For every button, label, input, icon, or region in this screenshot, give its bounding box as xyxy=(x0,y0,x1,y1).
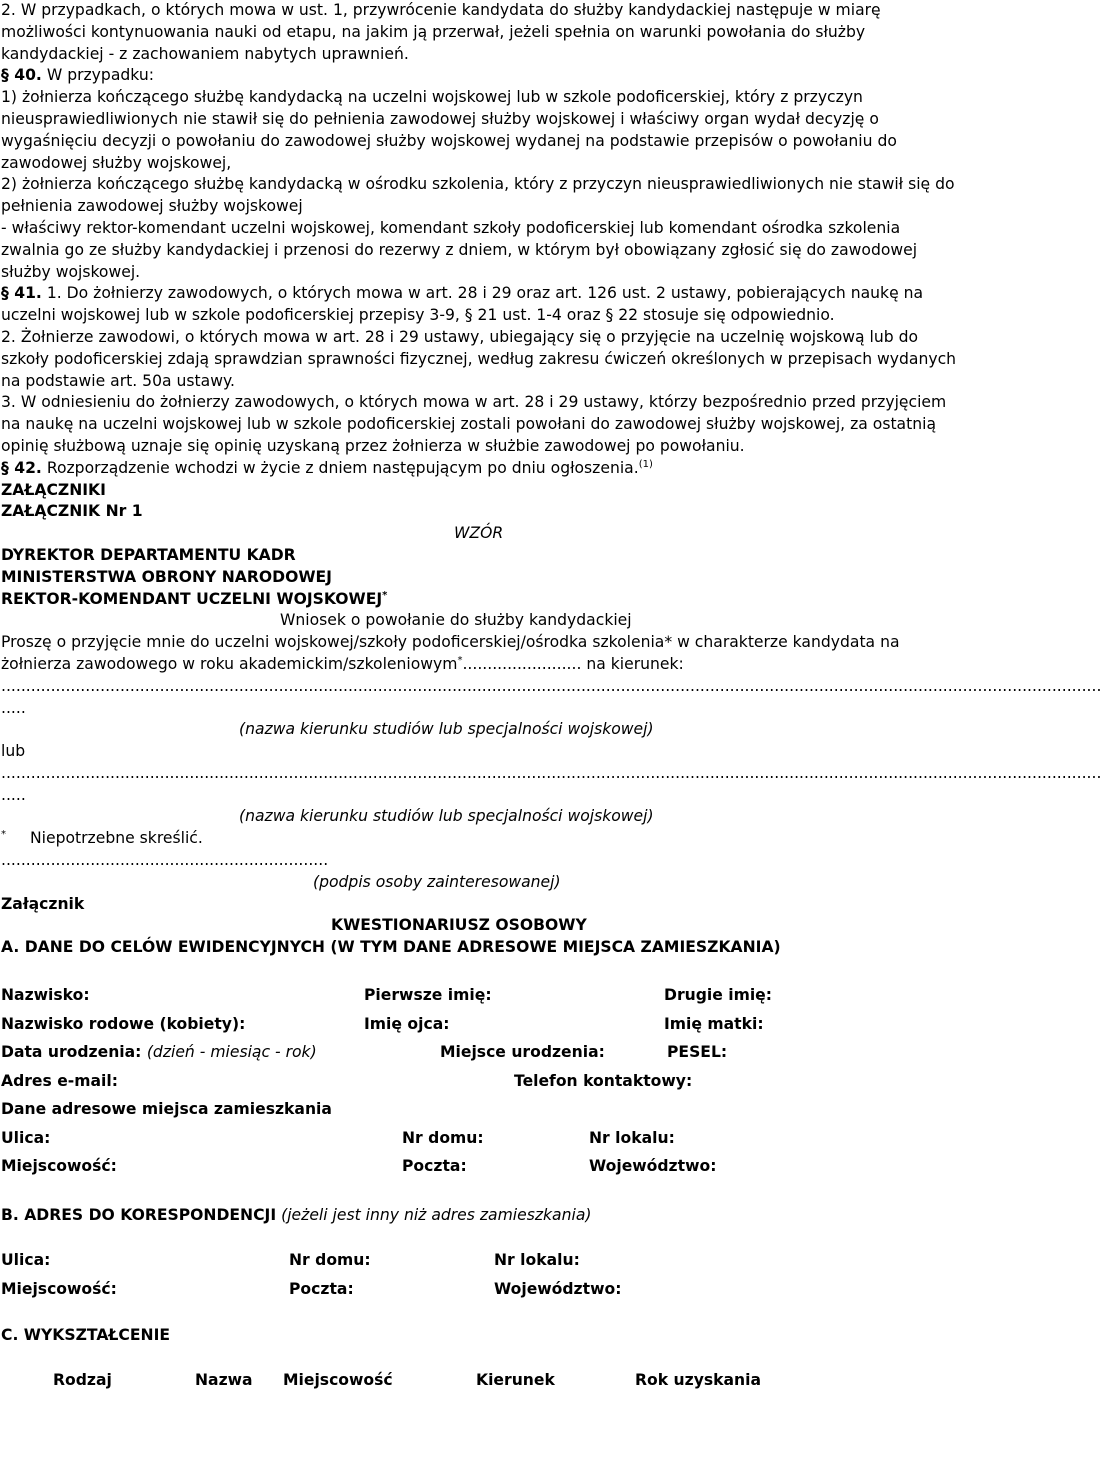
annex-title: ZAŁĄCZNIKI xyxy=(1,480,106,499)
section-41-paragraph-1 xyxy=(1,283,960,327)
footnote: * Niepotrzebne skreślić. xyxy=(1,829,203,848)
signature-dots[interactable]: .................................................................. xyxy=(1,851,329,870)
column-header: Kierunek xyxy=(476,1371,555,1390)
field-hint-1: (nazwa kierunku studiów lub specjalności wojskowej) xyxy=(239,720,654,739)
column-header: Rodzaj xyxy=(53,1371,112,1390)
signature-hint: (podpis osoby zainteresowanej) xyxy=(313,872,561,891)
section-41-number: § 41. xyxy=(1,284,42,303)
label-data-urodzenia: Data urodzenia: (dzień - miesiąc - rok) xyxy=(1,1043,317,1062)
column-header: Nazwa xyxy=(195,1371,253,1390)
label-miejscowosc: Miejscowość: xyxy=(1,1157,117,1176)
section-40-number: § 40. xyxy=(1,66,42,85)
section-41-paragraph-3: 3. W odniesieniu do żołnierzy zawodowych, o których mowa w art. 28 i 29 ustawy, którzy bezpośrednio przed przyjęciem na naukę na uczelni wojskowej lub w szkole podoficerskiej zostali powołani do zawodowej służby wojskowej, za ostatnią opinię służbową uznaje się opinię uzyskaną przez żołnierza w służbie zawodowej po powołaniu. xyxy=(1,393,947,455)
label-imie-ojca: Imię ojca: xyxy=(364,1014,450,1033)
label-b-ulica: Ulica: xyxy=(1,1251,51,1270)
spacer xyxy=(1,1226,960,1246)
section-b-row-2 xyxy=(1,1275,960,1304)
questionnaire-title: KWESTIONARIUSZ OSOBOWY xyxy=(331,916,587,935)
wzor-label: WZÓR xyxy=(454,524,504,543)
label-telefon: Telefon kontaktowy: xyxy=(514,1071,693,1090)
request-body: Proszę o przyjęcie mnie do uczelni wojskowej/szkoły podoficerskiej/ośrodka szkolenia* w charakterze kandydata na żołnierza zawodowego w roku akademickim/szkoleniowym*........................ na kierunek: xyxy=(1,633,900,673)
section-40-item-2: 2) żołnierza kończącego służbę kandydacką w ośrodku szkolenia, który z przyczyn nieusprawiedliwionych nie stawił się do pełnienia zawodowej służby wojskowej xyxy=(1,175,955,216)
label-pierwsze-imie: Pierwsze imię: xyxy=(364,986,492,1005)
label-nr-domu: Nr domu: xyxy=(402,1128,484,1147)
spacer xyxy=(1,959,960,981)
lub-label: lub xyxy=(1,742,26,761)
zalacznik-label: Załącznik xyxy=(1,894,85,913)
section-a-row-2 xyxy=(1,1010,960,1039)
section-a-row-1 xyxy=(1,981,960,1010)
label-nazwisko-rodowe: Nazwisko rodowe (kobiety): xyxy=(1,1014,246,1033)
section-a-row-4 xyxy=(1,1067,960,1096)
addressee-line-1: DYREKTOR DEPARTAMENTU KADR xyxy=(1,545,296,564)
label-miejsce-urodzenia: Miejsce urodzenia: xyxy=(440,1043,605,1062)
section-b-title: B. ADRES DO KORESPONDENCJI (jeżeli jest inny niż adres zamieszkania) xyxy=(1,1205,592,1224)
spacer xyxy=(1,1303,960,1325)
dotted-line-2[interactable]: .............................................................................................................................................................................................................................. xyxy=(1,763,1101,782)
section-41-paragraph-2: 2. Żołnierze zawodowi, o których mowa w art. 28 i 29 ustawy, ubiegający się o przyjęcie na uczelnię wojskową lub do szkoły podoficerskiej zdają sprawdzian sprawności fizycznej, według zakresu ćwiczeń określonych w przepisach wydanych na podstawie art. 50a ustawy. xyxy=(1,327,957,390)
paragraph-2: 2. W przypadkach, o których mowa w ust. 1, przywrócenie kandydata do służby kandydackiej następuje w miarę możliwości kontynuowania nauki od etapu, na jakim ją przerwał, jeżeli spełnia on warunki powołania do służby kandydackiej - z zachowaniem nabytych uprawnień. xyxy=(1,1,881,63)
section-40-tail: - właściwy rektor-komendant uczelni wojskowej, komendant szkoły podoficerskiej lub komendant ośrodka szkolenia zwalnia go ze służby kandydackiej i przenosi do rezerwy z dniem, w którym był obowiązany zgłosić się do zawodowej służby wojskowej. xyxy=(1,218,918,281)
label-b-wojewodztwo: Województwo: xyxy=(494,1279,622,1298)
dotted-line-2-end: ..... xyxy=(1,785,26,804)
section-42-number: § 42. xyxy=(1,458,42,477)
asterisk-mark: * xyxy=(1,829,6,841)
label-nr-lokalu: Nr lokalu: xyxy=(589,1128,675,1147)
section-40-intro xyxy=(1,65,960,87)
label-nazwisko: Nazwisko: xyxy=(1,986,90,1005)
dotted-line-1-end: ..... xyxy=(1,698,26,717)
label-b-poczta: Poczta: xyxy=(289,1279,354,1298)
column-header: Miejscowość xyxy=(283,1371,393,1390)
label-b-nr-domu: Nr domu: xyxy=(289,1251,371,1270)
spacer xyxy=(1,1347,960,1365)
label-b-nr-lokalu: Nr lokalu: xyxy=(494,1251,580,1270)
label-drugie-imie: Drugie imię: xyxy=(664,986,772,1005)
label-b-miejscowosc: Miejscowość: xyxy=(1,1279,117,1298)
section-a-row-7 xyxy=(1,1152,960,1181)
section-40-intro-text: W przypadku: xyxy=(41,66,154,85)
asterisk-mark: * xyxy=(382,589,388,601)
annex-nr-1: ZAŁĄCZNIK Nr 1 xyxy=(1,502,143,521)
label-adres-email: Adres e-mail: xyxy=(1,1071,118,1090)
education-table-header xyxy=(1,1365,960,1395)
section-b-row-1 xyxy=(1,1246,960,1275)
footnote-ref: (1) xyxy=(638,458,653,470)
label-wojewodztwo: Województwo: xyxy=(589,1157,717,1176)
label-ulica: Ulica: xyxy=(1,1128,51,1147)
column-header: Rok uzyskania xyxy=(635,1371,762,1390)
date-format-hint: (dzień - miesiąc - rok) xyxy=(146,1043,317,1062)
asterisk-mark: * xyxy=(457,654,463,666)
section-a-row-5 xyxy=(1,1095,960,1124)
label-dane-adresowe: Dane adresowe miejsca zamieszkania xyxy=(1,1100,332,1119)
section-a-title: A. DANE DO CELÓW EWIDENCYJNYCH (W TYM DANE ADRESOWE MIEJSCA ZAMIESZKANIA) xyxy=(1,938,781,957)
label-poczta: Poczta: xyxy=(402,1157,467,1176)
section-a-row-6 xyxy=(1,1124,960,1153)
section-b-hint: (jeżeli jest inny niż adres zamieszkania) xyxy=(281,1205,592,1224)
section-41-text-1: 1. Do żołnierzy zawodowych, o których mowa w art. 28 i 29 oraz art. 126 ust. 2 ustawy, pobierających naukę na uczelni wojskowej lub w szkole podoficerskiej przepisy 3-9, § 21 ust. 1-4 oraz § 22 stosuje się odpowiednio. xyxy=(1,284,924,325)
addressee-line-2: MINISTERSTWA OBRONY NARODOWEJ xyxy=(1,567,332,586)
addressee-line-3: REKTOR-KOMENDANT UCZELNI WOJSKOWEJ* xyxy=(1,589,388,608)
dotted-line-1[interactable]: .............................................................................................................................................................................................................................. xyxy=(1,676,1101,695)
section-42 xyxy=(1,458,960,480)
label-imie-matki: Imię matki: xyxy=(664,1014,764,1033)
section-a-row-3 xyxy=(1,1038,960,1067)
request-title: Wniosek o powołanie do służby kandydackiej xyxy=(280,611,632,630)
section-40-item-1: 1) żołnierza kończącego służbę kandydacką na uczelni wojskowej lub w szkole podoficerskiej, który z przyczyn nieusprawiedliwionych nie stawił się do pełnienia zawodowej służby wojskowej i właściwy organ wydał decyzję o wygaśnięciu decyzji o powołaniu do zawodowej służby wojskowej wydanej na podstawie przepisów o powołaniu do zawodowej służby wojskowej, xyxy=(1,88,897,172)
field-hint-2: (nazwa kierunku studiów lub specjalności wojskowej) xyxy=(239,807,654,826)
spacer xyxy=(1,1181,960,1205)
section-c-title: C. WYKSZTAŁCENIE xyxy=(1,1326,171,1345)
section-42-text: Rozporządzenie wchodzi w życie z dniem następującym po dniu ogłoszenia. xyxy=(41,458,639,477)
label-pesel: PESEL: xyxy=(667,1043,728,1062)
